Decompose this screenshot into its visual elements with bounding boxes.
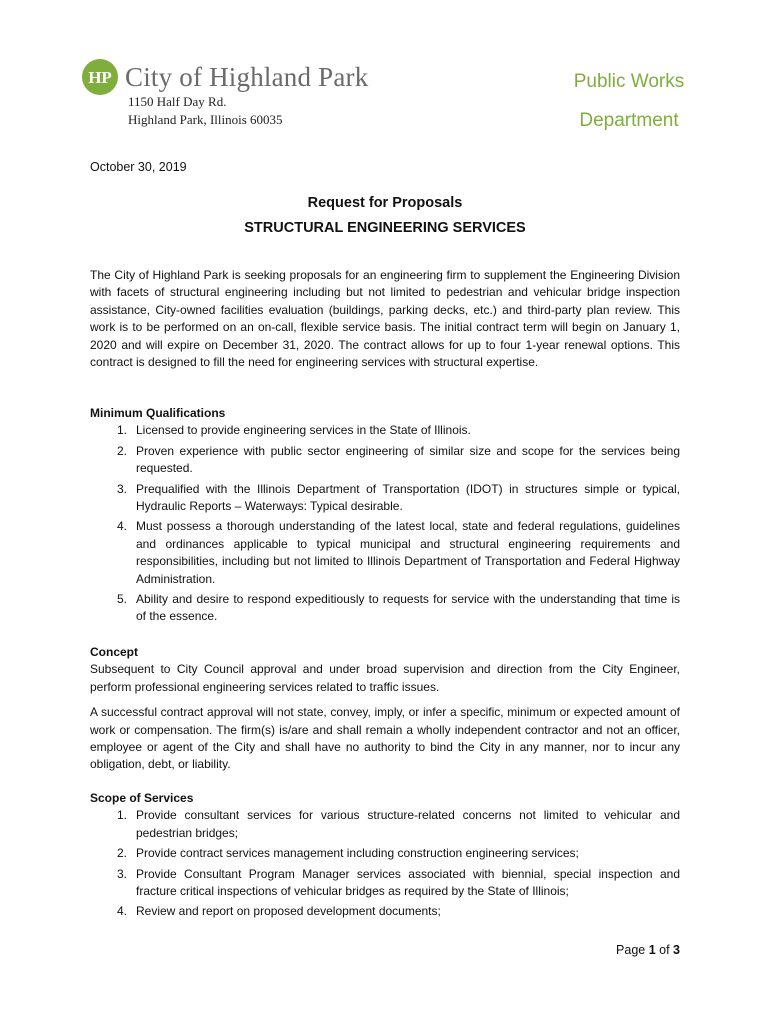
letter-date: October 30, 2019 [90,160,187,174]
intro-section [90,267,680,371]
document-subtitle: STRUCTURAL ENGINEERING SERVICES [244,220,526,236]
list-item: 1. Licensed to provide engineering services in the State of Illinois. [116,423,471,438]
department-name [568,62,690,140]
qualifications-heading: Minimum Qualifications [90,406,226,420]
concept-section [90,644,680,774]
qualifications-list [90,422,680,625]
city-name: City of Highland Park [125,61,369,92]
concept-paragraph-2: A successful contract approval will not state, convey, imply, or infer a specific, minimum or expected amount of work or compensation. The firm(s) is/are and shall remain a wholly independent contractor and not an officer, employee or agent of the City and shall have no authority to bind the City in any manner, nor to incur any obligation, debt, or liability. [90,705,680,772]
address-line-2: Highland Park, Illinois 60035 [128,112,283,127]
qualifications-section [90,405,680,629]
list-item: 3. Provide Consultant Program Manager services associated with biennial, special inspection and fracture critical inspections of vehicular bridges as required by the State of Illinois; [116,866,680,899]
document-title: Request for Proposals [307,195,463,211]
scope-section [90,790,680,924]
list-item: 4. Review and report on proposed development documents; [116,904,441,919]
scope-heading: Scope of Services [90,791,194,805]
intro-paragraph: The City of Highland Park is seeking proposals for an engineering firm to supplement the Engineering Division with facets of structural engineering including but not limited to pedestrian and vehicular bridge inspection assistance, City-owned facilities evaluation (buildings, parking decks, etc.) and third-party plan review. This work is to be performed on an on-call, flexible service basis. The initial contract term will begin on January 1, 2020 and will expire on December 31, 2020. The contract allows for up to four 1-year renewal options. This contract is designed to fill the need for engineering services with structural expertise. [90,268,680,370]
city-address [128,93,283,129]
concept-paragraph-1: Subsequent to City Council approval and under broad supervision and direction from the City Engineer, perform professional engineering services related to traffic issues. [90,662,680,694]
department-line-1: Public Works [573,71,685,92]
hp-seal-icon [81,58,119,96]
page-number: Page 1 of 3 [616,943,680,957]
list-item: 3. Prequalified with the Illinois Department of Transportation (IDOT) in structures simple or typical, Hydraulic Reports – Waterways: Typical desirable. [116,481,680,514]
list-item: 4. Must possess a thorough understanding of the latest local, state and federal regulations, guidelines and ordinances applicable to typical municipal and structural engineering requirements and responsibilities, including but not limited to Illinois Department of Transportation and Federal Highway Administration. [116,519,680,586]
list-item: 5. Ability and desire to respond expeditiously to requests for service with the understanding that time is of the essence. [116,592,680,624]
address-line-1: 1150 Half Day Rd. [128,94,227,109]
svg-text:HP: HP [88,68,112,87]
list-item: 1. Provide consultant services for various structure-related concerns not limited to vehicular and pedestrian bridges; [116,808,680,840]
list-item: 2. Provide contract services management including construction engineering services; [116,846,579,861]
department-line-2: Department [579,110,679,131]
list-item: 2. Proven experience with public sector engineering of similar size and scope for the services being requested. [116,443,680,476]
concept-heading: Concept [90,645,138,659]
scope-list [90,807,680,920]
